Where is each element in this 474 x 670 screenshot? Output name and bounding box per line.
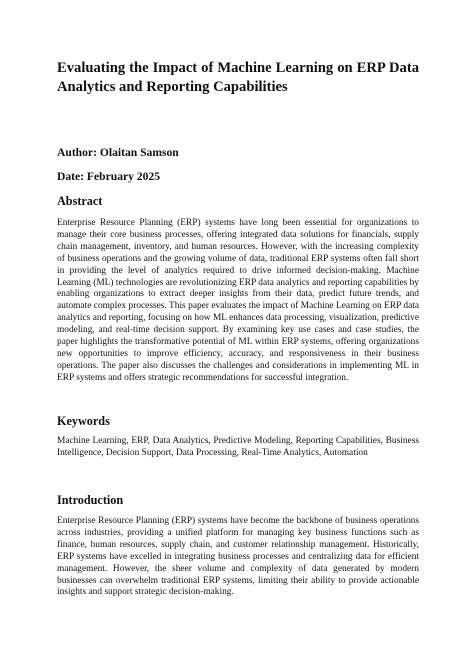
- keywords-text: Machine Learning, ERP, Data Analytics, Predictive Modeling, Reporting Capabilities, Business Intelligence, Decision Support, Data Processing, Real-Time Analytics, Automation: [57, 436, 419, 458]
- paper-title: Evaluating the Impact of Machine Learning on ERP Data Analytics and Reporting Capabilities: [57, 60, 419, 95]
- introduction-heading: Introduction: [57, 493, 124, 507]
- abstract-text: Enterprise Resource Planning (ERP) systems have long been essential for organizations to manage their core business processes, offering integrated data solutions for financials, supply chain management, inventory, and human resources. However, with the increasing complexity of business operations and the growing volume of data, traditional ERP systems often fall short in providing the level of analytics required to drive informed decision-making. Machine Learning (ML) technologies are revolutionizing ERP data analytics and reporting capabilities by enabling organizations to extract deeper insights from their data, predict future trends, and automate complex processes. This paper evaluates the impact of Machine Learning on ERP data analytics and reporting, focusing on how ML enhances data processing, visualization, predictive modeling, and real-time decision support. By examining key use cases and case studies, the paper highlights the transformative potential of ML within ERP systems, offering organizations new opportunities to improve efficiency, accuracy, and responsiveness in their business operations. The paper also discusses the challenges and considerations in implementing ML in ERP systems and offers strategic recommendations for successful integration.: [57, 218, 419, 383]
- abstract-heading: Abstract: [57, 194, 103, 208]
- date-line: Date: February 2025: [57, 170, 161, 183]
- keywords-heading: Keywords: [57, 414, 110, 428]
- author-line: Author: Olaitan Samson: [57, 146, 179, 159]
- introduction-text: Enterprise Resource Planning (ERP) systems have become the backbone of business operations across industries, providing a unified platform for managing key business functions such as finance, human resources, supply chain, and customer relationship management. Historically, ERP systems have excelled in integrating business processes and centralizing data for efficient management. However, the sheer volume and complexity of data generated by modern businesses can overwhelm traditional ERP systems, limiting their ability to provide actionable insights and support strategic decision-making.: [57, 516, 419, 598]
